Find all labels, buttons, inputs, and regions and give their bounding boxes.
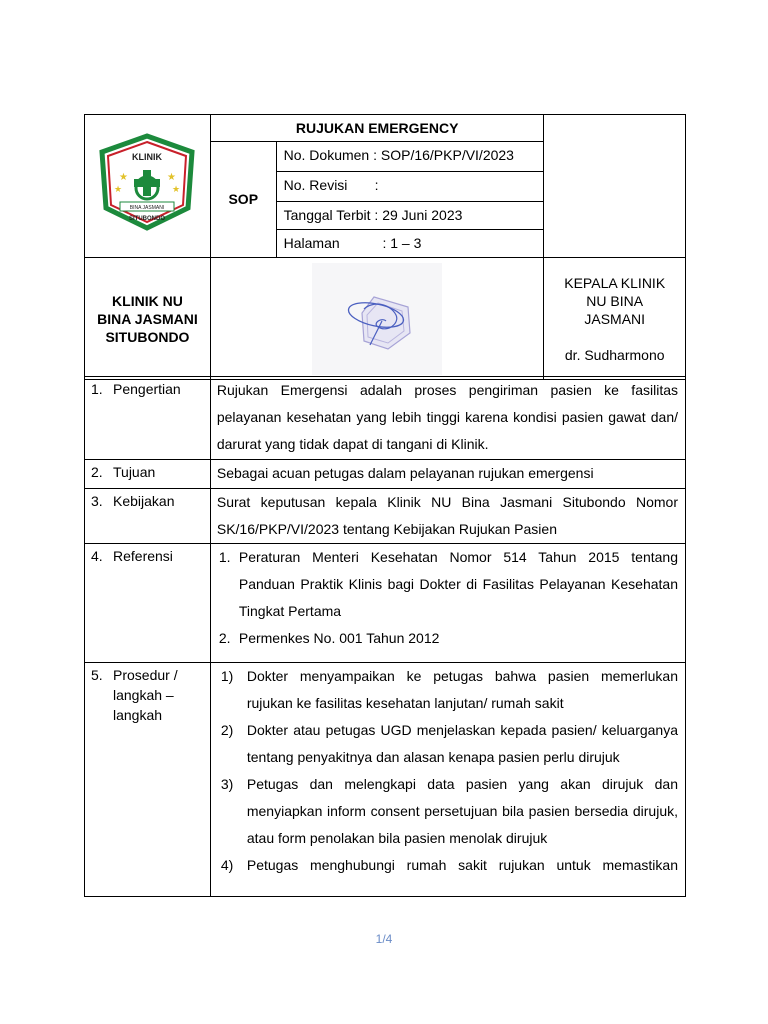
section-number: 5. [91, 667, 103, 683]
clinic-name-cell [85, 258, 211, 380]
label-line: langkah – [113, 687, 174, 703]
section-row [85, 377, 686, 460]
step-text: Dokter atau petugas UGD menjelaskan kepada pasien/ keluarganya tentang penyakitnya dan alasan kenapa pasien perlu dirujuk [246, 722, 678, 765]
signer-cell [544, 258, 686, 380]
field-no-revisi: No. Revisi : [276, 172, 544, 202]
step-text: Petugas dan melengkapi data pasien yang akan dirujuk dan menyiapkan inform consent persetujuan bila pasien bersedia dirujuk, atau form penolakan bila pasien menolak dirujuk [246, 776, 678, 846]
label-line: langkah [113, 707, 163, 723]
list-item-number: 2. [218, 630, 231, 646]
signer-title-line-1: KEPALA KLINIK [564, 274, 666, 291]
field-halaman: Halaman : 1 – 3 [276, 230, 544, 258]
section-number: 4. [91, 548, 103, 564]
section-label [85, 489, 211, 544]
section-row [85, 663, 686, 897]
section-label-text: Referensi [113, 548, 173, 564]
section-number: 3. [91, 493, 103, 509]
section-content [210, 377, 685, 460]
signature-stamp [312, 263, 442, 375]
section-label [85, 460, 211, 489]
list-item-number: 1. [218, 549, 231, 565]
step-text: Petugas menghubungi rumah sakit rujukan untuk memastikan [246, 857, 678, 873]
section-label-text: Tujuan [113, 464, 156, 480]
section-row [85, 489, 686, 544]
signer-name: dr. Sudharmono [564, 346, 665, 363]
section-row [85, 460, 686, 489]
procedure-step [221, 771, 678, 852]
step-number: 4) [220, 857, 234, 873]
signer-title-line-3: JASMANI [584, 310, 646, 327]
step-number: 1) [220, 668, 234, 684]
svg-text:★: ★ [114, 184, 123, 195]
document-title: RUJUKAN EMERGENCY [210, 115, 544, 142]
section-row [85, 544, 686, 663]
list-item-text: Peraturan Menteri Kesehatan Nomor 514 Tahun 2015 tentang Panduan Praktik Klinis bagi Dokter di Fasilitas Pelayanan Kesehatan Tingkat Pertama [238, 549, 678, 619]
section-content [210, 460, 685, 489]
section-label [85, 377, 211, 460]
clinic-logo-cell [85, 115, 211, 258]
step-number: 2) [220, 722, 234, 738]
section-content [210, 663, 685, 897]
section-label [85, 663, 211, 897]
section-label-text: Pengertian [113, 381, 181, 397]
procedure-step [221, 717, 678, 771]
tujuan-text: Sebagai acuan petugas dalam pelayanan rujukan emergensi [216, 465, 594, 481]
svg-text:★: ★ [167, 171, 177, 183]
sop-label: SOP [210, 142, 276, 258]
list-item [219, 544, 678, 625]
step-text: Dokter menyampaikan ke petugas bahwa pasien memerlukan rujukan ke fasilitas kesehatan lanjutan/ rumah sakit [246, 668, 678, 711]
section-content [210, 489, 685, 544]
header-right-blank [544, 115, 686, 258]
section-number: 2. [91, 464, 103, 480]
list-item-text: Permenkes No. 001 Tahun 2012 [238, 630, 440, 646]
section-content [210, 544, 685, 663]
logo-text-bottom: SITUBONDO [129, 215, 166, 222]
svg-text:★: ★ [119, 171, 129, 183]
pengertian-text: Rujukan Emergensi adalah proses pengiriman pasien ke fasilitas pelayanan kesehatan yang lebih tinggi karena kondisi pasien gawat dan/ darurat yang tidak dapat di tangani di Klinik. [216, 382, 678, 452]
clinic-name-line-3: SITUBONDO [105, 328, 190, 345]
section-label-text [113, 665, 178, 725]
kebijakan-text: Surat keputusan kepala Klinik NU Bina Jasmani Situbondo Nomor SK/16/PKP/VI/2023 tentang Kebijakan Rujukan Pasien [216, 494, 678, 537]
page-indicator: 1/4 [375, 932, 393, 946]
section-label-text: Kebijakan [113, 493, 175, 509]
list-item [219, 625, 678, 652]
label-line: Prosedur / [113, 667, 178, 683]
logo-banner: BINA JASMANI [130, 204, 165, 211]
section-label [85, 544, 211, 663]
step-number: 3) [220, 776, 234, 792]
field-tanggal-terbit: Tanggal Terbit : 29 Juni 2023 [276, 202, 544, 230]
sop-header-table [84, 114, 686, 380]
procedure-step [221, 852, 678, 879]
procedure-step [221, 663, 678, 717]
sop-body-table [84, 376, 686, 897]
clinic-logo [92, 130, 202, 234]
clinic-name-line-2: BINA JASMANI [97, 310, 198, 327]
signature-stamp-cell [210, 258, 544, 380]
field-no-dokumen: No. Dokumen : SOP/16/PKP/VI/2023 [276, 142, 544, 172]
svg-text:★: ★ [172, 184, 181, 195]
logo-text-top: KLINIK [132, 151, 163, 162]
section-number: 1. [91, 381, 103, 397]
clinic-name-line-1: KLINIK NU [112, 292, 183, 309]
signer-title-line-2: NU BINA [586, 292, 644, 309]
